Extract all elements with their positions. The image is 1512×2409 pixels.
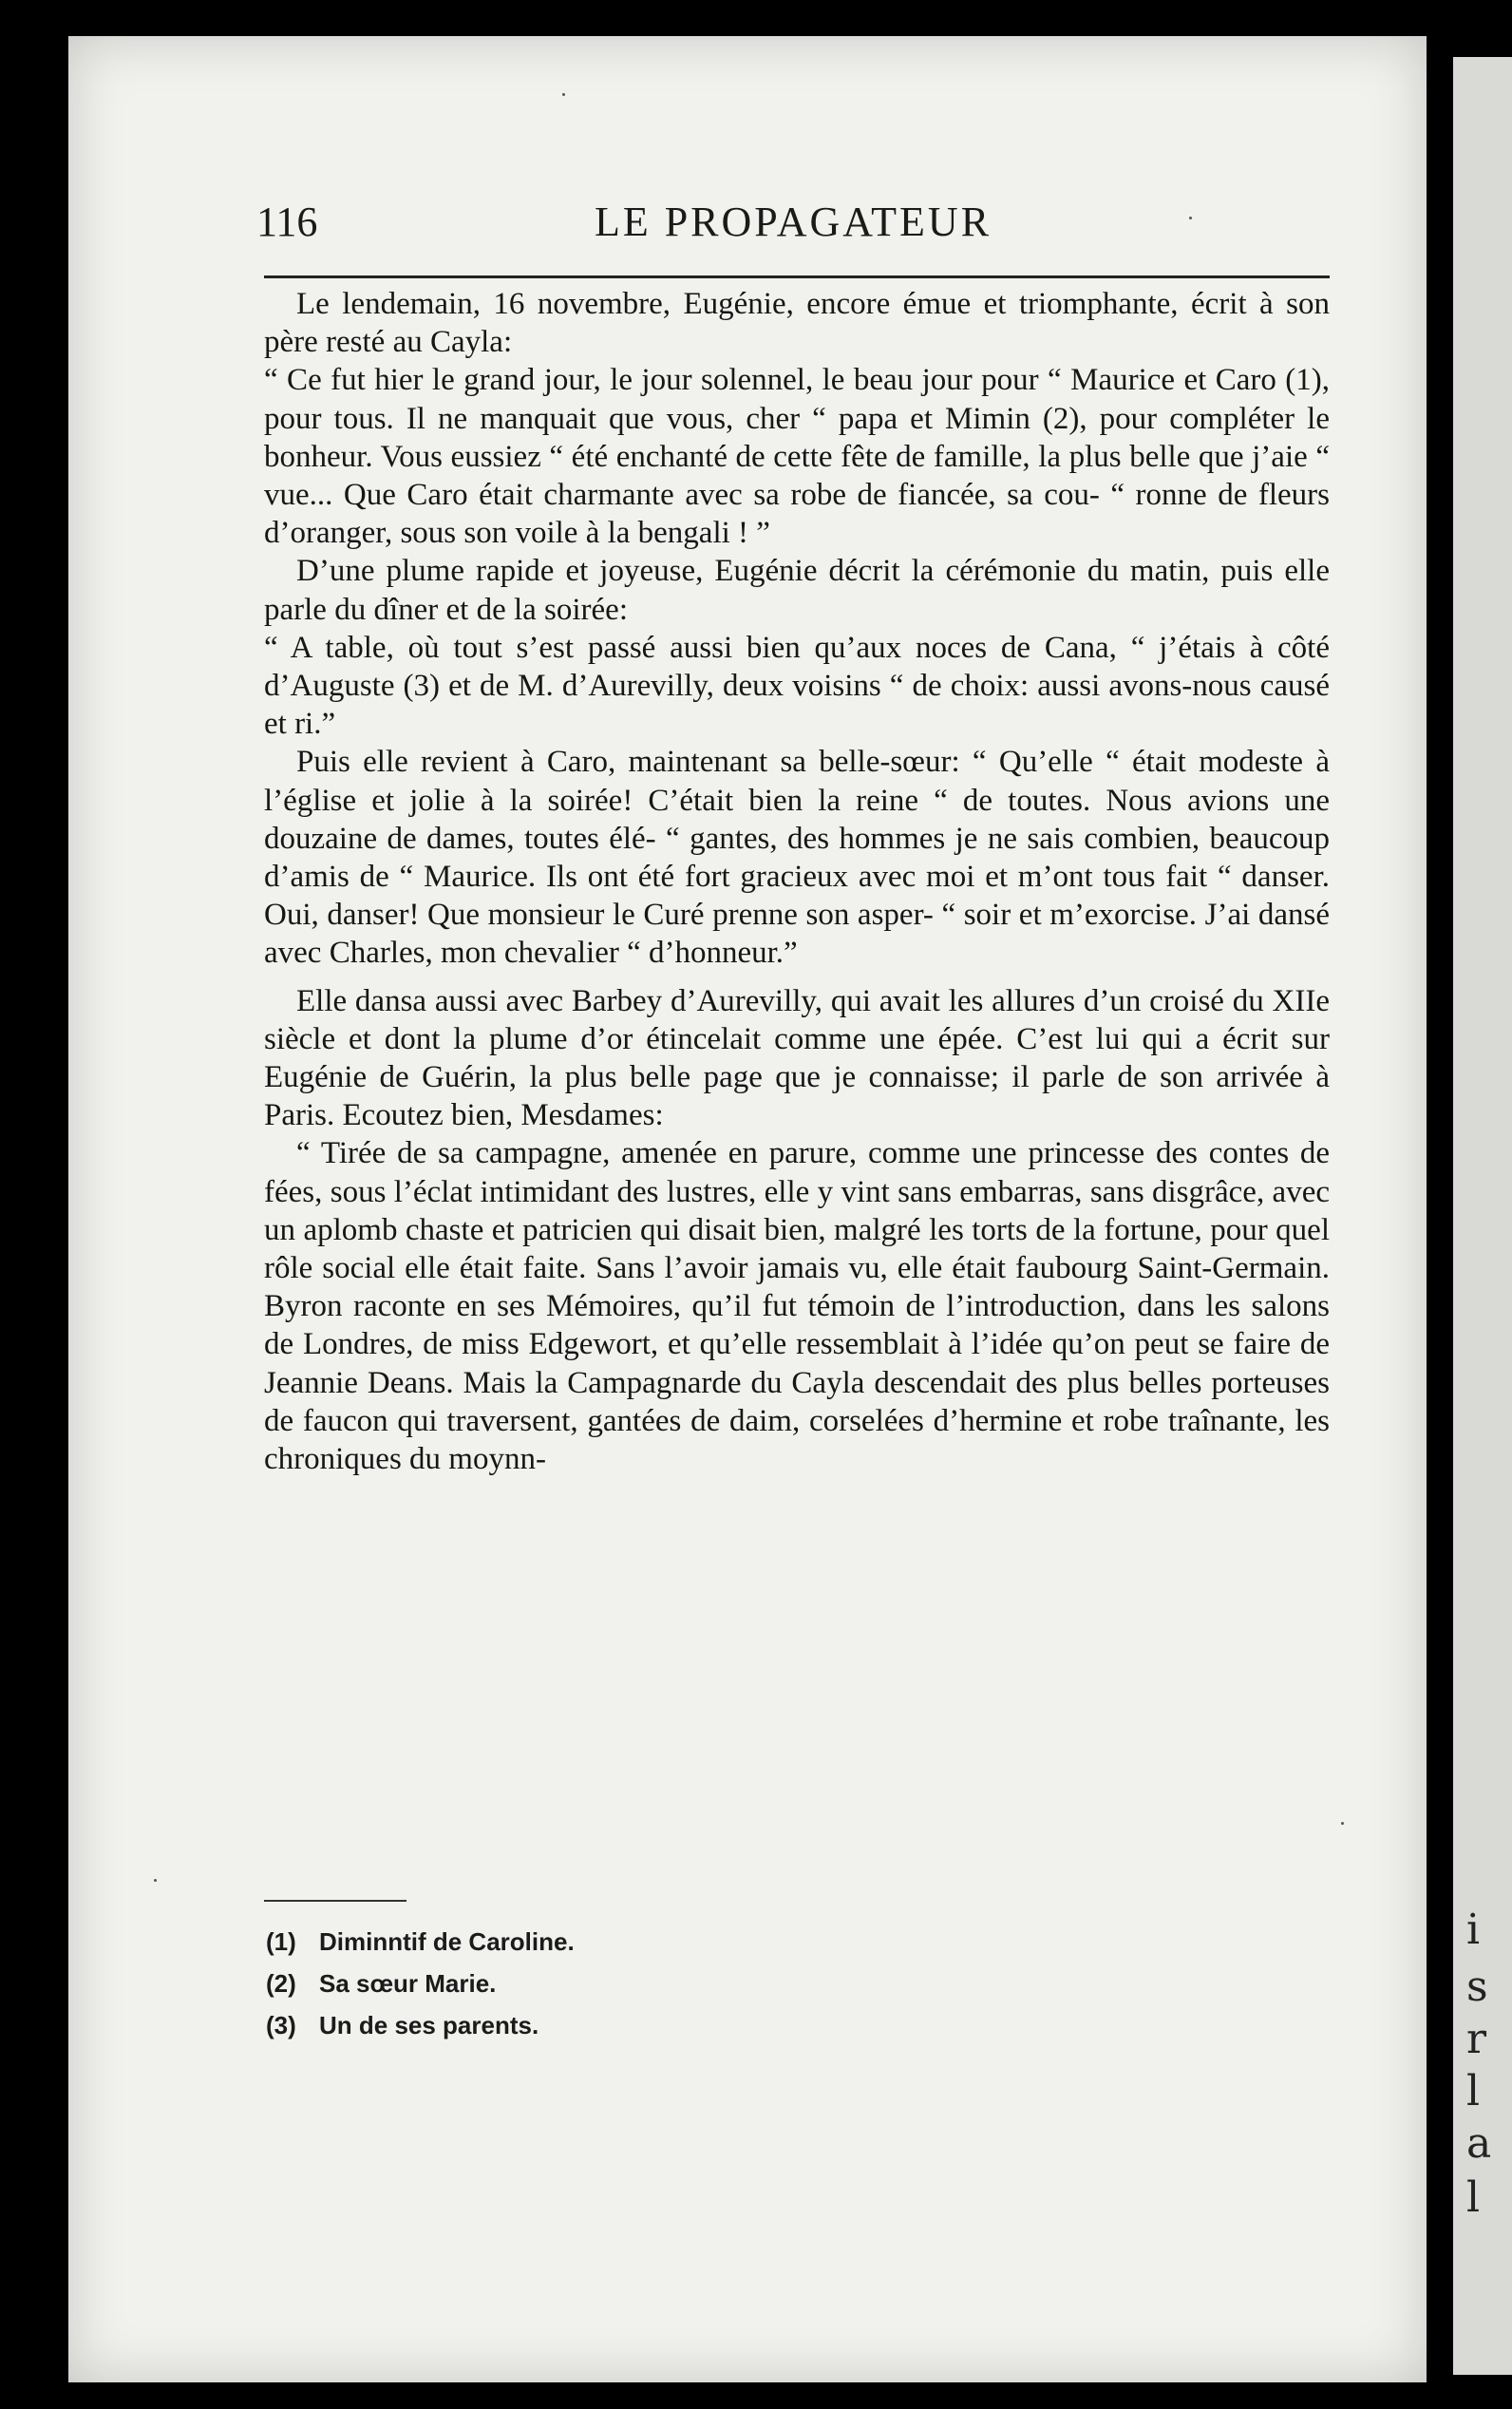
running-title: LE PROPAGATEUR bbox=[594, 199, 992, 245]
edge-letter: l bbox=[1466, 2173, 1481, 2222]
quoted-letter: “ Ce fut hier le grand jour, le jour solennel, le beau jour pour “ Maurice et Caro (1), pour tous. Il ne manquait que vous, cher “ papa et Mimin (2), pour compléter le bonheur. Vous eussiez “ été enchanté de cette fête de famille, la plus belle que j’aie “ vue... Que Caro était charmante avec sa robe de fiancée, sa cou- “ ronne de fleurs d’oranger, sous son voile à la bengali ! ” bbox=[264, 363, 1330, 551]
footnote-mark: (1) bbox=[266, 1927, 296, 1956]
edge-letter: i bbox=[1466, 1906, 1481, 1954]
scan-speck bbox=[562, 93, 565, 96]
scan-speck bbox=[1341, 1822, 1344, 1825]
footnote-mark: (3) bbox=[266, 2011, 296, 2039]
paragraph: Puis elle revient à Caro, maintenant sa belle-sœur: “ Qu’elle “ était modeste à l’église et jolie à la soirée! C’était bien la reine “ de toutes. Nous avions une douzaine de dames, toutes élé- “ gantes, des hommes je ne sais combien, beaucoup d’amis de “ Maurice. Ils ont été fort gracieux avec moi et m’ont tous fait “ danser. Oui, danser! Que monsieur le Curé prenne son asper- “ soir et m’exorcise. J’ai dansé avec Charles, mon chevalier “ d’honneur.” bbox=[264, 745, 1330, 971]
paragraph: Elle dansa aussi avec Barbey d’Aurevilly, qui avait les allures d’un croisé du XIIe siècle et dont la plume d’or étincelait comme une épée. C’est lui qui a écrit sur Eugénie de Guérin, la plus belle page que je connaisse; il parle de son arrivée à Paris. Ecoutez bien, Mesdames: bbox=[264, 983, 1330, 1133]
edge-letter: a bbox=[1466, 2119, 1492, 2168]
footnote bbox=[266, 1921, 1121, 1963]
header-rule bbox=[264, 275, 1330, 278]
adjacent-page-edge bbox=[1453, 57, 1512, 2375]
footnote-rule bbox=[264, 1900, 406, 1902]
footnote-text: Sa sœur Marie. bbox=[319, 1969, 497, 1998]
page-number: 116 bbox=[256, 199, 318, 245]
edge-letter: l bbox=[1466, 2067, 1481, 2115]
footnote bbox=[266, 1963, 1121, 2004]
paragraph: “ Tirée de sa campagne, amenée en parure, comme une princesse des contes de fées, sous l’éclat intimidant des lustres, elle y vint sans embarras, sans disgrâce, avec un aplomb chaste et patricien qui disait bien, malgré les torts de la fortune, pour quel rôle social elle était faite. Sans l’avoir jamais vu, elle était faubourg Saint-Germain. Byron raconte en ses Mémoires, qu’il fut témoin de l’introduction, dans les salons de Londres, de miss Edgewort, et qu’elle ressemblait à l’idée qu’on peut se faire de Jeannie Deans. Mais la Campagnarde du Cayla descendait des plus belles porteuses de faucon qui traversent, gantées de daim, corselées d’hermine et robe traînante, les chroniques du moynn- bbox=[264, 1136, 1330, 1477]
paragraph: Le lendemain, 16 novembre, Eugénie, encore émue et triomphante, écrit à son père resté au Cayla: bbox=[264, 287, 1330, 360]
footnotes bbox=[266, 1921, 1121, 2046]
quoted-letter: “ A table, où tout s’est passé aussi bien qu’aux noces de Cana, “ j’étais à côté d’Auguste (3) et de M. d’Aurevilly, deux voisins “ de choix: aussi avons-nous causé et ri.” bbox=[264, 630, 1330, 742]
edge-letter: r bbox=[1466, 2015, 1487, 2063]
body-text bbox=[264, 285, 1330, 1478]
footnote-mark: (2) bbox=[266, 1969, 296, 1998]
paragraph: D’une plume rapide et joyeuse, Eugénie décrit la cérémonie du matin, puis elle parle du dîner et de la soirée: bbox=[264, 554, 1330, 627]
footnote-text: Diminntif de Caroline. bbox=[319, 1927, 575, 1956]
scan-speck bbox=[154, 1879, 157, 1882]
footnote bbox=[266, 2004, 1121, 2046]
edge-letter: s bbox=[1466, 1963, 1488, 2011]
footnote-text: Un de ses parents. bbox=[319, 2011, 539, 2039]
